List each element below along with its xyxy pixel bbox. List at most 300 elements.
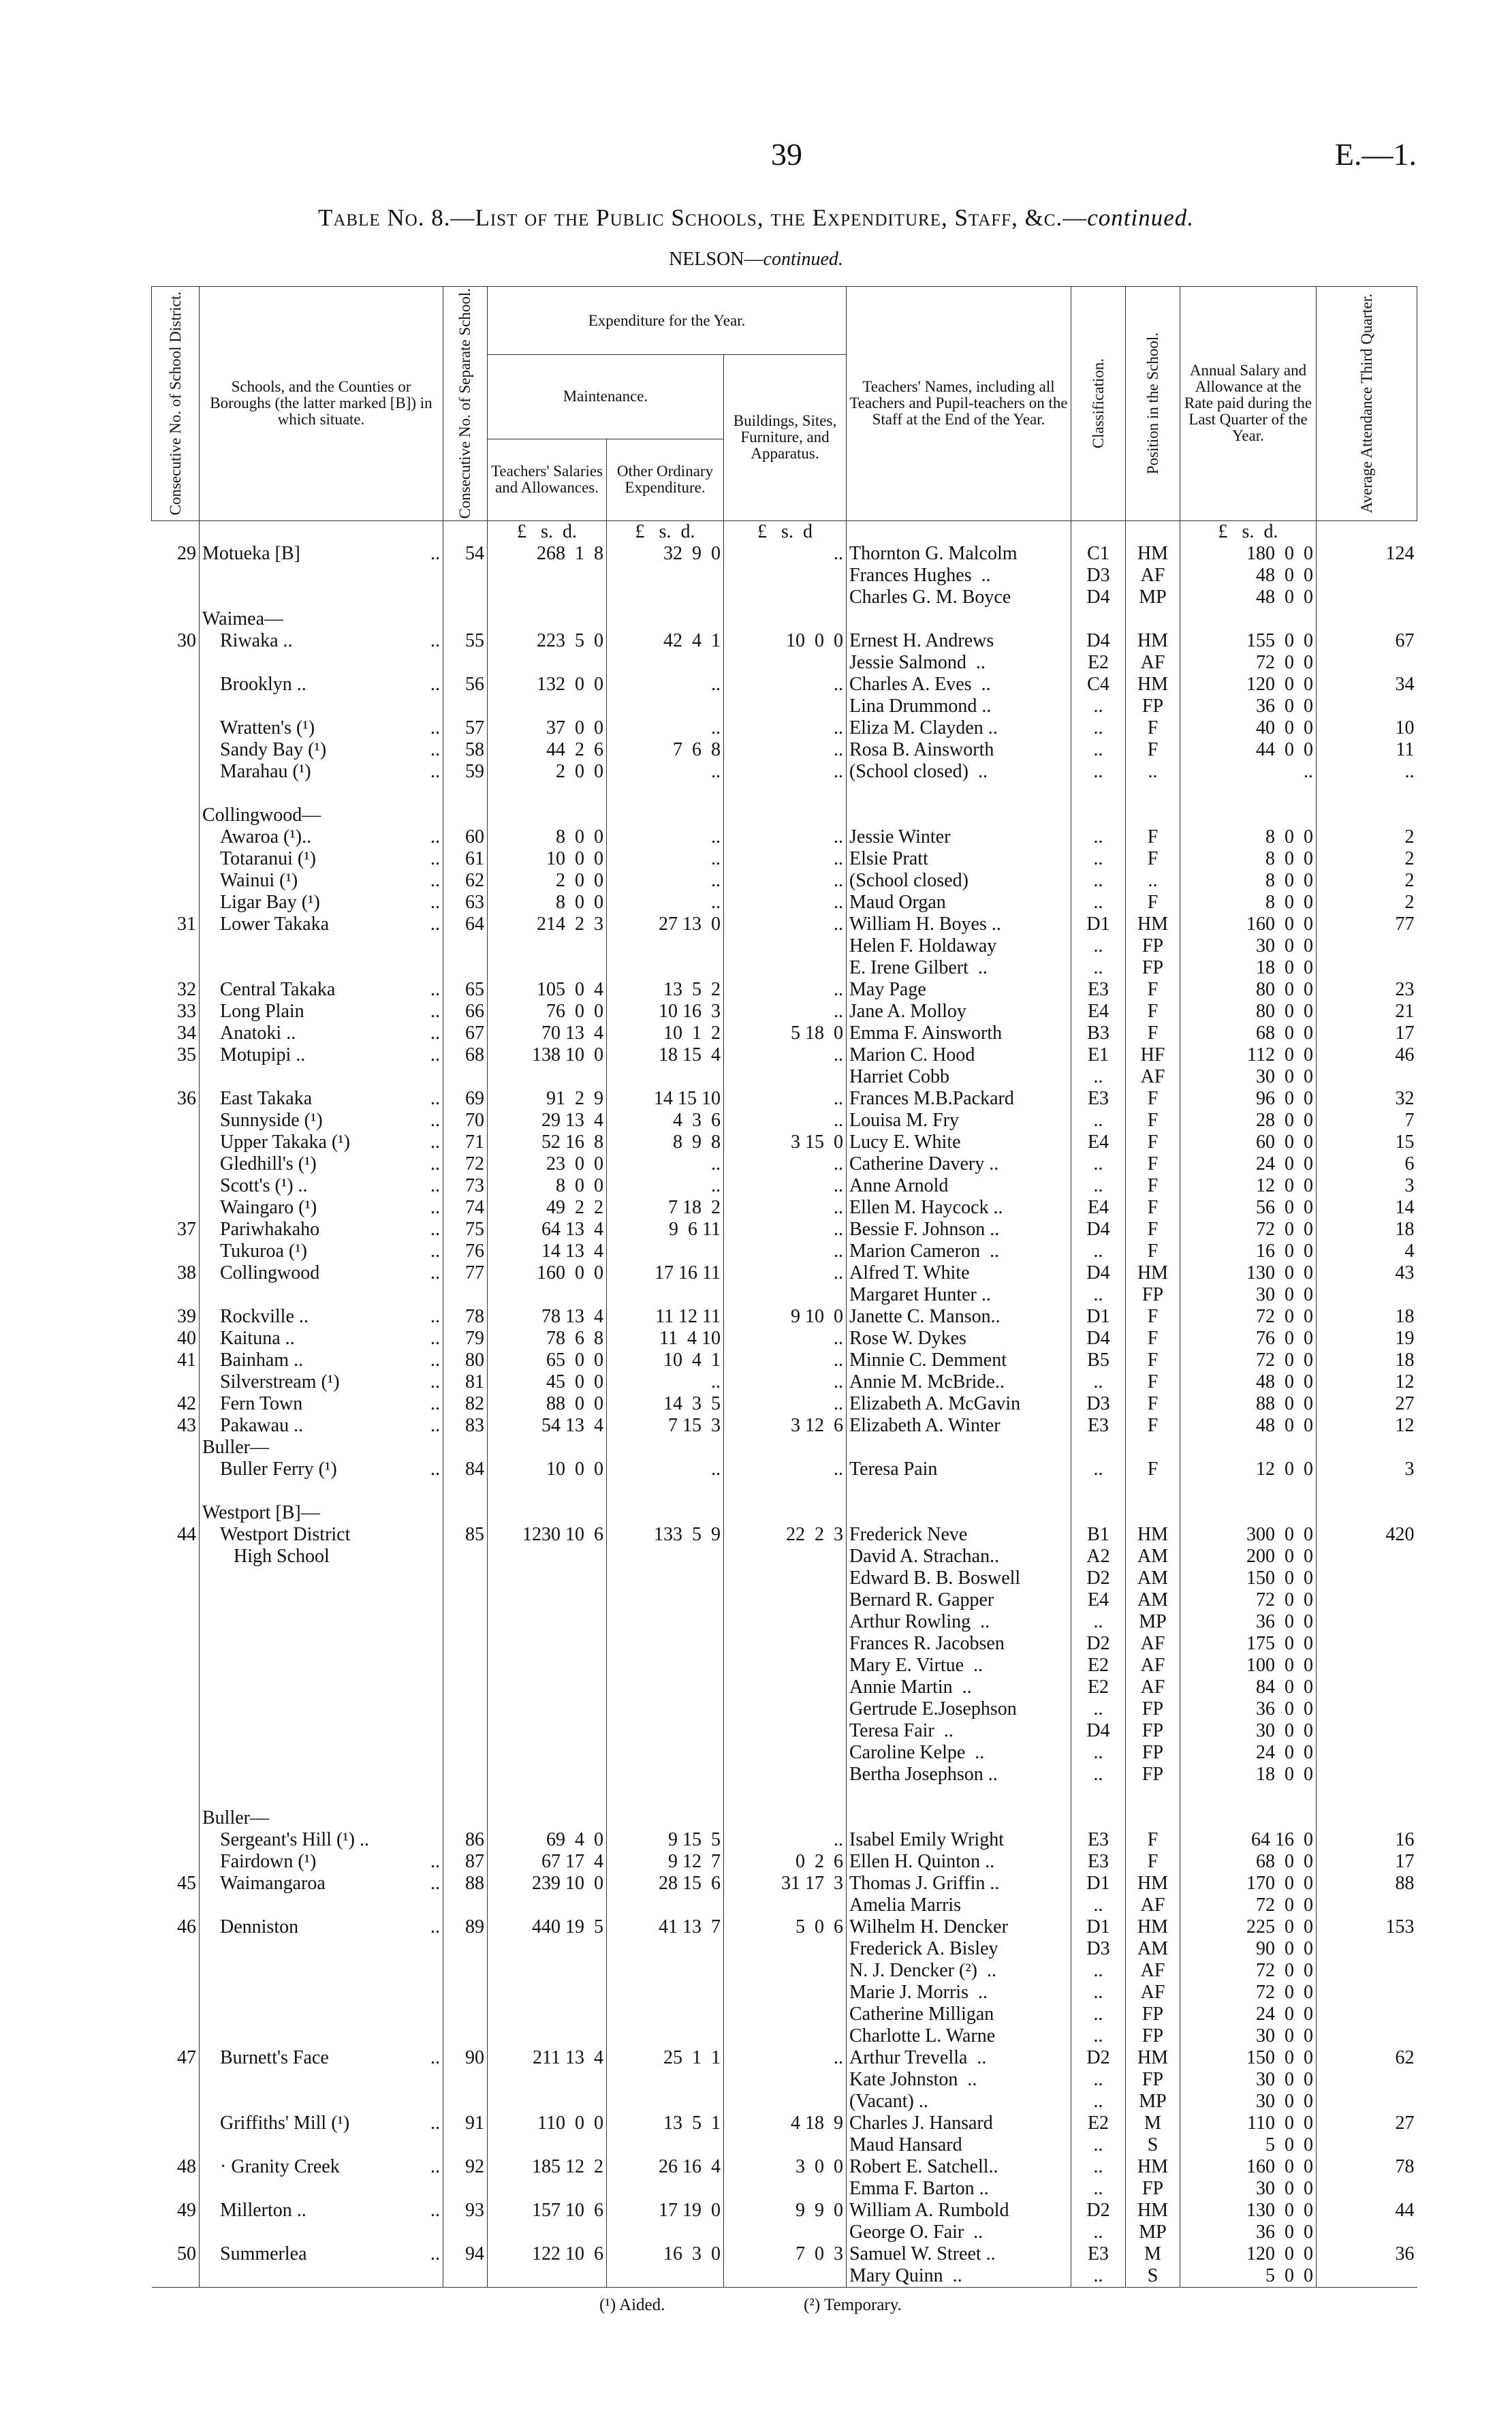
school-name xyxy=(200,1568,443,1589)
attendance xyxy=(1317,1284,1417,1306)
buildings: 22 2 3 xyxy=(724,1524,847,1546)
other-expenditure: 9 15 5 xyxy=(607,1829,724,1851)
annual-salary: 56 0 0 xyxy=(1180,1197,1317,1219)
classification: A2 xyxy=(1071,1546,1126,1568)
teacher-name: Annie Martin .. xyxy=(847,1677,1071,1698)
school-no xyxy=(443,1546,488,1568)
table-row xyxy=(152,1001,1417,1023)
district-no xyxy=(152,1241,200,1262)
district-no xyxy=(152,805,200,826)
district-no xyxy=(152,1677,200,1698)
district-no xyxy=(152,761,200,783)
position: HM xyxy=(1126,543,1180,565)
school-label: Lower Takaka xyxy=(220,913,330,935)
salaries: 268 1 8 xyxy=(488,543,607,565)
classification: E4 xyxy=(1071,1001,1126,1023)
classification: B5 xyxy=(1071,1350,1126,1371)
school-name xyxy=(200,1371,443,1393)
teacher-name: Caroline Kelpe .. xyxy=(847,1742,1071,1764)
school-no: 74 xyxy=(443,1197,488,1219)
classification: E3 xyxy=(1071,1415,1126,1437)
classification: D3 xyxy=(1071,1938,1126,1960)
table-row xyxy=(152,1284,1417,1306)
position: HM xyxy=(1126,2047,1180,2069)
school-label: Kaituna .. xyxy=(220,1327,295,1349)
buildings: 0 2 6 xyxy=(724,1851,847,1873)
school-name xyxy=(200,1851,443,1873)
footnote-aided: (¹) Aided. xyxy=(599,2296,665,2314)
salaries: 8 0 0 xyxy=(488,1175,607,1197)
leader-dots: .. xyxy=(430,978,440,1000)
school-name xyxy=(200,1219,443,1241)
salaries xyxy=(488,1502,607,1524)
school-name xyxy=(200,1241,443,1262)
position: AM xyxy=(1126,1589,1180,1611)
school-no: 55 xyxy=(443,630,488,652)
table-row xyxy=(152,1132,1417,1153)
teacher-name: Emma F. Barton .. xyxy=(847,2178,1071,2200)
attendance xyxy=(1317,1546,1417,1568)
table-row xyxy=(152,1633,1417,1655)
other-expenditure: 9 12 7 xyxy=(607,1851,724,1873)
classification: D2 xyxy=(1071,1633,1126,1655)
teacher-name: Lucy E. White xyxy=(847,1132,1071,1153)
attendance: 18 xyxy=(1317,1306,1417,1328)
position xyxy=(1126,608,1180,630)
other-expenditure: 10 1 2 xyxy=(607,1023,724,1044)
other-expenditure xyxy=(607,1066,724,1088)
annual-salary: 24 0 0 xyxy=(1180,1742,1317,1764)
teacher-name: Teresa Fair .. xyxy=(847,1720,1071,1742)
buildings: 5 18 0 xyxy=(724,1023,847,1044)
buildings: .. xyxy=(724,1001,847,1023)
attendance xyxy=(1317,2004,1417,2025)
classification: C1 xyxy=(1071,543,1126,565)
leader-dots: .. xyxy=(430,1131,440,1153)
school-label: Sandy Bay (¹) xyxy=(220,738,327,760)
annual-salary: 112 0 0 xyxy=(1180,1044,1317,1066)
salaries: 69 4 0 xyxy=(488,1829,607,1851)
attendance: 43 xyxy=(1317,1262,1417,1284)
classification: D1 xyxy=(1071,1306,1126,1328)
position xyxy=(1126,805,1180,826)
other-expenditure xyxy=(607,1960,724,1982)
salaries xyxy=(488,1546,607,1568)
salaries xyxy=(488,1742,607,1764)
teacher-name: William H. Boyes .. xyxy=(847,914,1071,935)
other-expenditure xyxy=(607,783,724,805)
teacher-name: Catherine Davery .. xyxy=(847,1153,1071,1175)
buildings xyxy=(724,1633,847,1655)
salaries: 70 13 4 xyxy=(488,1023,607,1044)
table-row xyxy=(152,935,1417,957)
buildings xyxy=(724,1982,847,2004)
other-expenditure: 17 19 0 xyxy=(607,2200,724,2222)
table-row xyxy=(152,2222,1417,2243)
teacher-name: William A. Rumbold xyxy=(847,2200,1071,2222)
other-expenditure xyxy=(607,1698,724,1720)
school-name xyxy=(200,1611,443,1633)
attendance xyxy=(1317,783,1417,805)
other-expenditure xyxy=(607,935,724,957)
annual-salary: 200 0 0 xyxy=(1180,1546,1317,1568)
salaries: 67 17 4 xyxy=(488,1851,607,1873)
teacher-name: Robert E. Satchell.. xyxy=(847,2156,1071,2178)
buildings: .. xyxy=(724,1241,847,1262)
school-name xyxy=(200,587,443,608)
salaries: 160 0 0 xyxy=(488,1262,607,1284)
classification: D4 xyxy=(1071,1262,1126,1284)
other-expenditure: .. xyxy=(607,761,724,783)
other-expenditure: 41 13 7 xyxy=(607,1916,724,1938)
school-name xyxy=(200,1415,443,1437)
leader-dots: .. xyxy=(430,1850,440,1872)
table-row xyxy=(152,2091,1417,2113)
school-name xyxy=(200,1175,443,1197)
school-no xyxy=(443,935,488,957)
position: F xyxy=(1126,1110,1180,1132)
salaries: 157 10 6 xyxy=(488,2200,607,2222)
position: HM xyxy=(1126,1916,1180,1938)
table-row xyxy=(152,1742,1417,1764)
other-expenditure: 42 4 1 xyxy=(607,630,724,652)
annual-salary: 72 0 0 xyxy=(1180,1350,1317,1371)
county-heading: Waimea— xyxy=(200,608,443,630)
district-no: 38 xyxy=(177,1262,196,1283)
classification: .. xyxy=(1071,739,1126,761)
buildings xyxy=(724,1546,847,1568)
teacher-name: Thornton G. Malcolm xyxy=(847,543,1071,565)
position: F xyxy=(1126,1829,1180,1851)
salaries: 45 0 0 xyxy=(488,1371,607,1393)
position xyxy=(1126,1437,1180,1459)
district-no xyxy=(152,717,200,739)
district-no: 45 xyxy=(177,1872,196,1894)
position: FP xyxy=(1126,1720,1180,1742)
school-name xyxy=(200,935,443,957)
teacher-name: Wilhelm H. Dencker xyxy=(847,1916,1071,1938)
buildings xyxy=(724,1960,847,1982)
table-row xyxy=(152,1764,1417,1786)
district-no xyxy=(152,1175,200,1197)
teacher-name: Elsie Pratt xyxy=(847,848,1071,870)
buildings xyxy=(724,1807,847,1829)
annual-salary: 48 0 0 xyxy=(1180,565,1317,587)
annual-salary: .. xyxy=(1180,761,1317,783)
teacher-name xyxy=(847,805,1071,826)
position: MP xyxy=(1126,2222,1180,2243)
attendance: 2 xyxy=(1317,892,1417,914)
annual-salary: 24 0 0 xyxy=(1180,1153,1317,1175)
attendance xyxy=(1317,1698,1417,1720)
annual-salary xyxy=(1180,1437,1317,1459)
attendance: 32 xyxy=(1317,1088,1417,1110)
teacher-name: Jane A. Molloy xyxy=(847,1001,1071,1023)
table-row xyxy=(152,2134,1417,2156)
leader-dots: .. xyxy=(430,2243,440,2264)
table-row xyxy=(152,2004,1417,2025)
teacher-name xyxy=(847,1480,1071,1502)
leader-dots: .. xyxy=(430,717,440,738)
school-name xyxy=(200,1655,443,1677)
county-heading: Westport [B]— xyxy=(200,1502,443,1524)
school-name xyxy=(200,1873,443,1895)
leader-dots: .. xyxy=(430,2155,440,2177)
annual-salary: 88 0 0 xyxy=(1180,1393,1317,1415)
school-no: 78 xyxy=(443,1306,488,1328)
school-no: 79 xyxy=(443,1328,488,1350)
other-expenditure xyxy=(607,652,724,674)
classification: .. xyxy=(1071,892,1126,914)
teacher-name: E. Irene Gilbert .. xyxy=(847,957,1071,979)
school-no xyxy=(443,2265,488,2288)
annual-salary: 18 0 0 xyxy=(1180,957,1317,979)
position xyxy=(1126,1480,1180,1502)
annual-salary xyxy=(1180,1480,1317,1502)
school-no xyxy=(443,587,488,608)
school-name xyxy=(200,1153,443,1175)
district-no xyxy=(152,870,200,892)
teacher-name: Annie M. McBride.. xyxy=(847,1371,1071,1393)
salaries: 8 0 0 xyxy=(488,826,607,848)
school-no: 77 xyxy=(443,1262,488,1284)
school-no xyxy=(443,1677,488,1698)
salaries xyxy=(488,2134,607,2156)
classification xyxy=(1071,1502,1126,1524)
school-name xyxy=(200,1916,443,1938)
school-name xyxy=(200,1459,443,1480)
classification: .. xyxy=(1071,1982,1126,2004)
classification: E4 xyxy=(1071,1132,1126,1153)
school-name xyxy=(200,674,443,696)
district-no xyxy=(152,1480,200,1502)
position: FP xyxy=(1126,2025,1180,2047)
salaries: 440 19 5 xyxy=(488,1916,607,1938)
school-name xyxy=(200,1306,443,1328)
classification: E3 xyxy=(1071,2243,1126,2265)
classification xyxy=(1071,783,1126,805)
classification: E4 xyxy=(1071,1197,1126,1219)
teacher-name: Jessie Salmond .. xyxy=(847,652,1071,674)
attendance: 78 xyxy=(1317,2156,1417,2178)
district-no xyxy=(152,1437,200,1459)
annual-salary: 30 0 0 xyxy=(1180,2091,1317,2113)
other-expenditure xyxy=(607,1568,724,1589)
school-name xyxy=(200,1938,443,1960)
classification: .. xyxy=(1071,1895,1126,1916)
school-label: Griffiths' Mill (¹) xyxy=(220,2112,350,2134)
position: F xyxy=(1126,1350,1180,1371)
table-row xyxy=(152,1153,1417,1175)
classification: .. xyxy=(1071,1241,1126,1262)
table-row xyxy=(152,2178,1417,2200)
school-no xyxy=(443,1284,488,1306)
other-expenditure xyxy=(607,1546,724,1568)
school-name xyxy=(200,1328,443,1350)
school-no: 61 xyxy=(443,848,488,870)
buildings: 31 17 3 xyxy=(724,1873,847,1895)
table-row xyxy=(152,2113,1417,2134)
table-row xyxy=(152,1938,1417,1960)
table-row xyxy=(152,1262,1417,1284)
school-no xyxy=(443,1066,488,1088)
school-name xyxy=(200,2004,443,2025)
leader-dots: .. xyxy=(430,1262,440,1283)
classification: .. xyxy=(1071,957,1126,979)
school-no: 63 xyxy=(443,892,488,914)
other-expenditure: .. xyxy=(607,1175,724,1197)
school-name xyxy=(200,2222,443,2243)
salaries xyxy=(488,1611,607,1633)
school-no: 64 xyxy=(443,914,488,935)
school-label: Wratten's (¹) xyxy=(220,717,315,738)
table-row xyxy=(152,1459,1417,1480)
district-no xyxy=(152,608,200,630)
salaries xyxy=(488,1480,607,1502)
school-name xyxy=(200,1742,443,1764)
buildings xyxy=(724,1895,847,1916)
school-name xyxy=(200,914,443,935)
position: FP xyxy=(1126,696,1180,717)
annual-salary: 30 0 0 xyxy=(1180,1720,1317,1742)
annual-salary: 120 0 0 xyxy=(1180,674,1317,696)
school-label: Upper Takaka (¹) xyxy=(220,1131,350,1153)
school-no xyxy=(443,2134,488,2156)
other-expenditure xyxy=(607,1611,724,1633)
col-district-no: Consecutive No. of School District. xyxy=(152,287,200,521)
position: FP xyxy=(1126,2178,1180,2200)
other-expenditure: 133 5 9 xyxy=(607,1524,724,1546)
district-no: 30 xyxy=(177,629,196,651)
annual-salary xyxy=(1180,1807,1317,1829)
school-name xyxy=(200,2113,443,2134)
buildings xyxy=(724,2025,847,2047)
other-expenditure xyxy=(607,805,724,826)
leader-dots: .. xyxy=(430,629,440,651)
district-no xyxy=(152,1110,200,1132)
table-row xyxy=(152,1393,1417,1415)
school-no: 62 xyxy=(443,870,488,892)
school-no xyxy=(443,2069,488,2091)
table-row xyxy=(152,1786,1417,1807)
school-no xyxy=(443,1589,488,1611)
school-no: 59 xyxy=(443,761,488,783)
school-no: 85 xyxy=(443,1524,488,1546)
school-name xyxy=(200,652,443,674)
annual-salary: 64 16 0 xyxy=(1180,1829,1317,1851)
teacher-name: Harriet Cobb xyxy=(847,1066,1071,1088)
position: MP xyxy=(1126,587,1180,608)
annual-salary: 160 0 0 xyxy=(1180,914,1317,935)
position: AM xyxy=(1126,1568,1180,1589)
buildings xyxy=(724,565,847,587)
attendance: 23 xyxy=(1317,979,1417,1001)
district-no xyxy=(152,1066,200,1088)
table-row xyxy=(152,1480,1417,1502)
table-row xyxy=(152,630,1417,652)
attendance: 18 xyxy=(1317,1350,1417,1371)
annual-salary: 24 0 0 xyxy=(1180,2004,1317,2025)
attendance xyxy=(1317,935,1417,957)
teacher-name: Bertha Josephson .. xyxy=(847,1764,1071,1786)
position: HM xyxy=(1126,1873,1180,1895)
school-no xyxy=(443,1633,488,1655)
table-row xyxy=(152,1655,1417,1677)
school-name xyxy=(200,2200,443,2222)
position: FP xyxy=(1126,1764,1180,1786)
buildings: .. xyxy=(724,1350,847,1371)
table-row xyxy=(152,805,1417,826)
position: S xyxy=(1126,2265,1180,2288)
other-expenditure xyxy=(607,1502,724,1524)
leader-dots: .. xyxy=(430,913,440,935)
teacher-name xyxy=(847,783,1071,805)
school-name xyxy=(200,1480,443,1502)
table-row xyxy=(152,1110,1417,1132)
school-name xyxy=(200,1960,443,1982)
annual-salary: 72 0 0 xyxy=(1180,652,1317,674)
attendance xyxy=(1317,1611,1417,1633)
annual-salary: 30 0 0 xyxy=(1180,1066,1317,1088)
teacher-name: Thomas J. Griffin .. xyxy=(847,1873,1071,1895)
position: F xyxy=(1126,892,1180,914)
annual-salary: 30 0 0 xyxy=(1180,2025,1317,2047)
annual-salary: 30 0 0 xyxy=(1180,1284,1317,1306)
attendance: 420 xyxy=(1317,1524,1417,1546)
school-no xyxy=(443,2222,488,2243)
buildings xyxy=(724,1066,847,1088)
table-row xyxy=(152,870,1417,892)
leader-dots: .. xyxy=(430,1022,440,1044)
teacher-name: (Vacant) .. xyxy=(847,2091,1071,2113)
buildings: .. xyxy=(724,1044,847,1066)
attendance xyxy=(1317,805,1417,826)
district-no xyxy=(152,826,200,848)
salaries xyxy=(488,1786,607,1807)
salaries: 122 10 6 xyxy=(488,2243,607,2265)
annual-salary: 30 0 0 xyxy=(1180,2069,1317,2091)
salaries: 138 10 0 xyxy=(488,1044,607,1066)
school-label: Waingaro (¹) xyxy=(220,1196,317,1218)
school-no: 91 xyxy=(443,2113,488,2134)
position: AF xyxy=(1126,652,1180,674)
classification: E3 xyxy=(1071,1851,1126,1873)
school-no xyxy=(443,2004,488,2025)
position: .. xyxy=(1126,761,1180,783)
position: F xyxy=(1126,826,1180,848)
salaries: 14 13 4 xyxy=(488,1241,607,1262)
attendance xyxy=(1317,1720,1417,1742)
other-expenditure xyxy=(607,565,724,587)
district-no xyxy=(152,2265,200,2288)
salaries: 78 13 4 xyxy=(488,1306,607,1328)
buildings: 3 12 6 xyxy=(724,1415,847,1437)
classification: .. xyxy=(1071,935,1126,957)
leader-dots: .. xyxy=(430,891,440,913)
annual-salary xyxy=(1180,783,1317,805)
teacher-name: Eliza M. Clayden .. xyxy=(847,717,1071,739)
classification: .. xyxy=(1071,761,1126,783)
school-name xyxy=(200,1110,443,1132)
teacher-name: David A. Strachan.. xyxy=(847,1546,1071,1568)
attendance xyxy=(1317,1437,1417,1459)
school-name xyxy=(200,1677,443,1698)
annual-salary: 8 0 0 xyxy=(1180,848,1317,870)
buildings: .. xyxy=(724,914,847,935)
classification: D4 xyxy=(1071,1328,1126,1350)
attendance xyxy=(1317,1502,1417,1524)
annual-salary: 80 0 0 xyxy=(1180,979,1317,1001)
